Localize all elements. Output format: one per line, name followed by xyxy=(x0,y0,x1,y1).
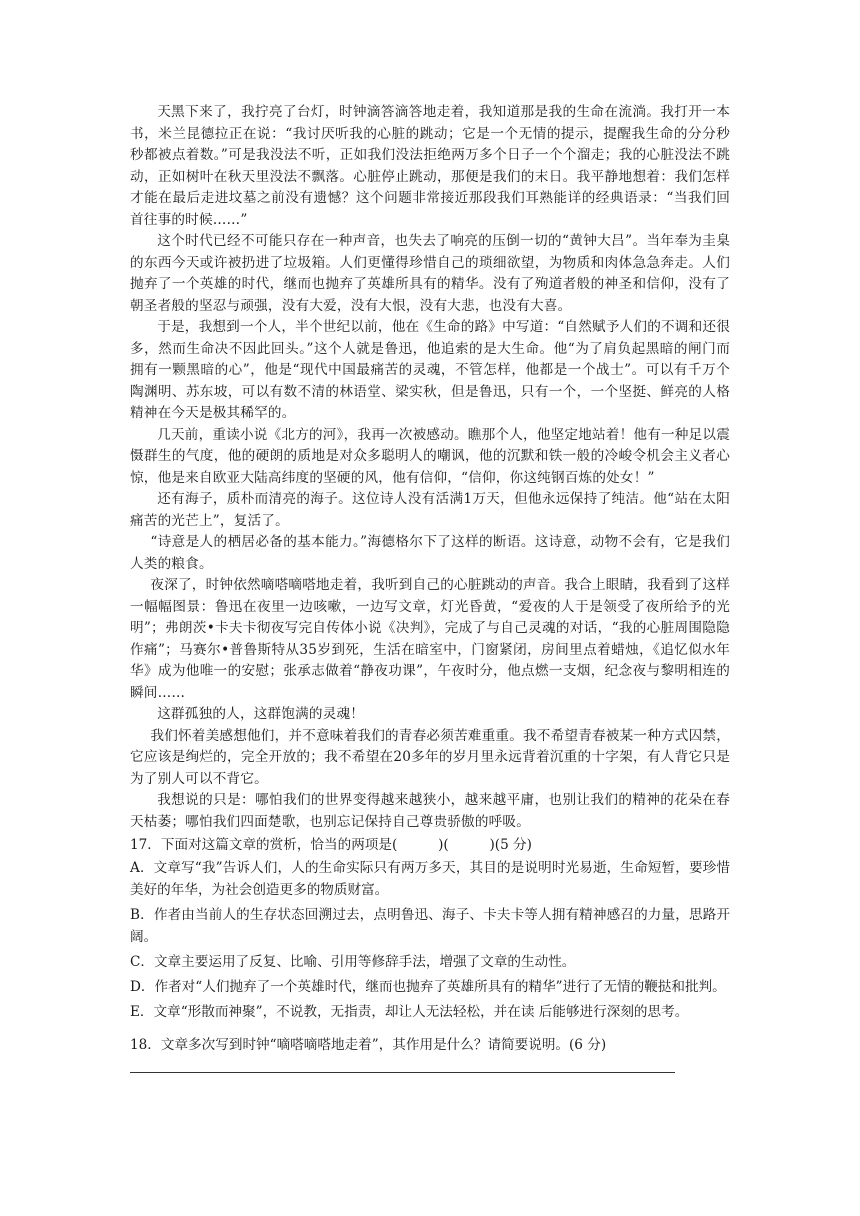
question-18 xyxy=(130,1035,730,1074)
question-17-option-a: A．文章写“我”告诉人们，人的生命实际只有两万多天，其目的是说明时光易逝，生命短暂，要珍惜美好的年华，为社会创造更多的物质财富。 xyxy=(130,859,730,898)
passage-paragraph-2: 这个时代已经不可能只存在一种声音，也失去了响亮的压倒一切的“黄钟大吕”。当年奉为圭臬的东西今天或许被扔进了垃圾箱。人们更懂得珍惜自己的琐细欲望，为物质和肉体急急奔走。人们抛弃了一个英雄的时代，继而也抛弃了英雄所具有的精华。没有了殉道者般的神圣和信仰，没有了朝圣者般的坚忍与顽强，没有大爱，没有大恨，没有大悲，也没有大喜。 xyxy=(130,233,730,314)
passage-paragraph-10: 我想说的只是：哪怕我们的世界变得越来越狭小，越来越平庸，也别让我们的精神的花朵在春天枯萎；哪怕我们四面楚歌，也别忘记保持自己尊贵骄傲的呼吸。 xyxy=(130,792,730,830)
passage-paragraph-4: 几天前，重读小说《北方的河》，我再一次被感动。瞧那个人，他坚定地站着！他有一种足以震慑群生的气度，他的硬朗的质地是对众多聪明人的嘲讽，他的沉默和铁一般的冷峻令机会主义者心惊，他是来自欧亚大陆高纬度的坚硬的风，他有信仰，“信仰，你这纯钢百炼的处女！” xyxy=(130,426,730,486)
question-17-option-c: C．文章主要运用了反复、比喻、引用等修辞手法，增强了文章的生动性。 xyxy=(130,953,576,970)
question-17-option-e: E．文章“形散而神聚”，不说教，无指责，却让人无法轻松，并在读 后能够进行深刻的思考。 xyxy=(130,1003,689,1020)
question-18-stem: 18．文章多次写到时钟“嘀嗒嘀嗒地走着”，其作用是什么？请简要说明。(6 分) xyxy=(130,1036,607,1053)
passage-paragraph-1: 天黑下来了，我拧亮了台灯，时钟滴答滴答地走着，我知道那是我的生命在流淌。我打开一本书，米兰昆德拉正在说：“我讨厌听我的心脏的跳动；它是一个无情的提示，提醒我生命的分分秒秒都被点着数。”可是我没法不听，正如我们没法拒绝两万多个日子一个个溜走；我的心脏没法不跳动，正如树叶在秋天里没法不飘落。心脏停止跳动，那便是我们的末日。我平静地想着：我们怎样才能在最后走进坟墓之前没有遗憾？这个问题非常接近那段我们耳熟能详的经典语录：“当我们回首往事的时候……” xyxy=(130,104,730,228)
answer-line[interactable] xyxy=(130,1072,675,1073)
passage-paragraph-7: 夜深了，时钟依然嘀嗒嘀嗒地走着，我听到自己的心脏跳动的声音。我合上眼睛，我看到了这样一幅幅图景：鲁迅在夜里一边咳嗽，一边写文章，灯光昏黄，“爱夜的人于是领受了夜所给予的光明”；弗朗茨•卡夫卡彻夜写完自传体小说《决判》，完成了与自己灵魂的对话，“我的心脏周围隐隐作痛”；马赛尔•普鲁斯特从35岁到死，生活在暗室中，门窗紧闭，房间里点着蜡烛，《追忆似水年华》成为他唯一的安慰；张承志做着“静夜功课”，午夜时分，他点燃一支烟，纪念夜与黎明相连的瞬间…… xyxy=(130,577,730,701)
question-17-stem: 17．下面对这篇文章的赏析，恰当的两项是( )( )(5 分) xyxy=(130,837,532,853)
question-17-option-d: D．作者对“人们抛弃了一个英雄时代，继而也抛弃了英雄所具有的精华”进行了无情的鞭挞和批判。 xyxy=(130,978,726,995)
passage-paragraph-3: 于是，我想到一个人，半个世纪以前，他在《生命的路》中写道：“自然赋予人们的不调和还很多，然而生命决不因此回头。”这个人就是鲁迅，他追索的是大生命。他“为了肩负起黑暗的闸门而拥有一颗黑暗的心”，他是“现代中国最痛苦的灵魂，不管怎样，他都是一个战士”。可以有千万个陶渊明、苏东坡，可以有数不清的林语堂、梁实秋，但是鲁迅，只有一个，一个坚挺、鲜亮的人格精神在今天是极其稀罕的。 xyxy=(130,319,730,421)
passage-paragraph-9: 我们怀着美感想他们，并不意味着我们的青春必须苦难重重。我不希望青春被某一种方式囚禁，它应该是绚烂的，完全开放的；我不希望在20多年的岁月里永远背着沉重的十字架，有人背它只是为了别人可以不背它。 xyxy=(130,727,730,787)
document-content xyxy=(130,102,730,1073)
question-17 xyxy=(130,835,730,1023)
passage-paragraph-5: 还有海子，质朴而清亮的海子。这位诗人没有活满1万天，但他永远保持了纯洁。他“站在太阳痛苦的光芒上”，复活了。 xyxy=(130,491,730,529)
question-17-option-b: B．作者由当前人的生存状态回溯过去，点明鲁迅、海子、卡夫卡等人拥有精神感召的力量，思路开阔。 xyxy=(130,906,730,945)
passage-paragraph-8: 这群孤独的人，这群饱满的灵魂！ xyxy=(157,706,365,722)
passage-paragraph-6: “诗意是人的栖居必备的基本能力。”海德格尔下了这样的断语。这诗意，动物不会有，它是我们人类的粮食。 xyxy=(130,534,730,572)
